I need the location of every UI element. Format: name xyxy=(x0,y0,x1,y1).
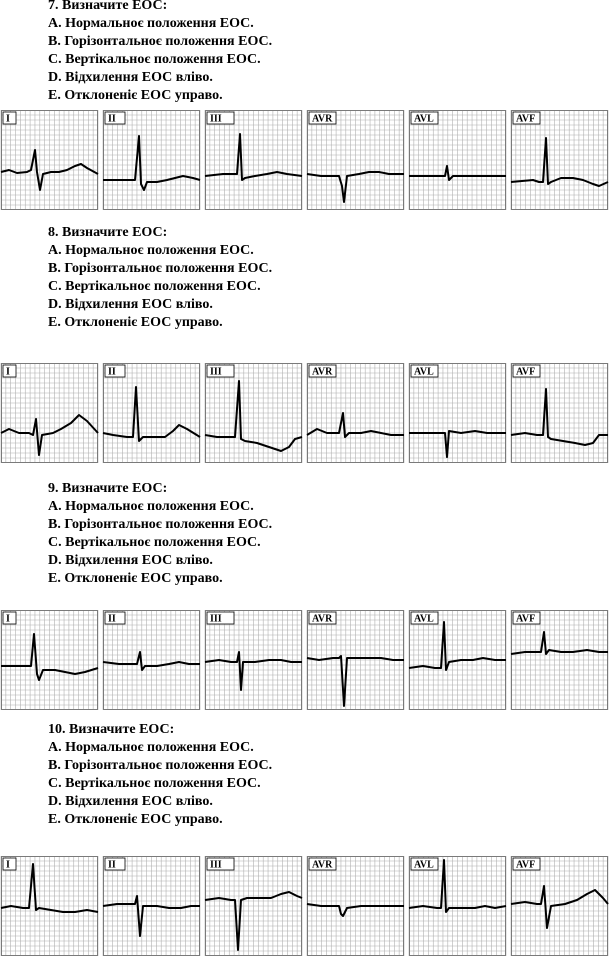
option-c: C. Вертікальноє положення ЕОС. xyxy=(48,535,261,550)
ecg-strip-svg xyxy=(0,610,611,710)
question-title: 9. Визначите ЕОС: xyxy=(48,481,168,496)
lead-label: AVR xyxy=(312,613,333,625)
option-e: E. Отклоненіє ЕОС управо. xyxy=(48,315,223,330)
lead-label: III xyxy=(210,859,222,871)
option-d: D. Відхилення ЕОС вліво. xyxy=(48,553,213,568)
lead-label: AVL xyxy=(414,859,434,871)
option-e: E. Отклоненіє ЕОС управо. xyxy=(48,88,223,103)
ecg-panel-avf xyxy=(511,856,608,956)
option-a: A. Нормальноє положення ЕОС. xyxy=(48,740,254,755)
option-b: B. Горізонтальноє положення ЕОС. xyxy=(48,517,273,532)
lead-label: AVF xyxy=(516,366,536,378)
ecg-panel-avr xyxy=(307,856,404,956)
ecg-panel-iii xyxy=(205,110,302,210)
option-d: D. Відхилення ЕОС вліво. xyxy=(48,794,213,809)
ecg-panel-avr xyxy=(307,110,404,210)
question-8 xyxy=(48,224,588,332)
lead-label: II xyxy=(108,113,116,125)
option-d: D. Відхилення ЕОС вліво. xyxy=(48,70,213,85)
option-d: D. Відхилення ЕОС вліво. xyxy=(48,297,213,312)
ecg-panel-i xyxy=(1,856,98,956)
option-c: C. Вертікальноє положення ЕОС. xyxy=(48,52,261,67)
lead-label: III xyxy=(210,113,222,125)
question-title: 8. Визначите ЕОС: xyxy=(48,225,168,240)
option-b: B. Горізонтальноє положення ЕОС. xyxy=(48,34,273,49)
ecg-strip-svg xyxy=(0,856,611,956)
ecg-panel-avl xyxy=(409,363,506,463)
ecg-strip-svg xyxy=(0,363,611,463)
question-title: 10. Визначите ЕОС: xyxy=(48,722,175,737)
option-b: B. Горізонтальноє положення ЕОС. xyxy=(48,758,273,773)
ecg-panel-avr xyxy=(307,363,404,463)
lead-label: AVR xyxy=(312,859,333,871)
lead-label: AVL xyxy=(414,366,434,378)
lead-label: I xyxy=(6,613,10,625)
option-c: C. Вертікальноє положення ЕОС. xyxy=(48,776,261,791)
lead-label: I xyxy=(6,113,10,125)
lead-label: II xyxy=(108,859,116,871)
ecg-strip-8 xyxy=(0,363,611,463)
ecg-panel-i xyxy=(1,110,98,210)
lead-label: AVF xyxy=(516,113,536,125)
lead-label: I xyxy=(6,859,10,871)
ecg-panel-avr xyxy=(307,610,404,710)
lead-label: AVR xyxy=(312,113,333,125)
question-title: 7. Визначите ЕОС: xyxy=(48,0,168,13)
ecg-strip-svg xyxy=(0,110,611,210)
option-c: C. Вертікальноє положення ЕОС. xyxy=(48,279,261,294)
lead-label: II xyxy=(108,613,116,625)
ecg-panel-ii xyxy=(103,110,200,210)
ecg-panel-iii xyxy=(205,610,302,710)
option-b: B. Горізонтальноє положення ЕОС. xyxy=(48,261,273,276)
ecg-panel-avf xyxy=(511,363,608,463)
question-10 xyxy=(48,721,588,829)
question-9 xyxy=(48,480,588,588)
lead-label: AVF xyxy=(516,859,536,871)
ecg-strip-7 xyxy=(0,110,611,210)
lead-label: AVL xyxy=(414,613,434,625)
ecg-panel-iii xyxy=(205,856,302,956)
ecg-panel-ii xyxy=(103,610,200,710)
ecg-panel-avf xyxy=(511,110,608,210)
ecg-panel-iii xyxy=(205,363,302,463)
ecg-panel-avl xyxy=(409,610,506,710)
option-a: A. Нормальноє положення ЕОС. xyxy=(48,499,254,514)
option-a: A. Нормальноє положення ЕОС. xyxy=(48,243,254,258)
ecg-panel-avl xyxy=(409,856,506,956)
option-e: E. Отклоненіє ЕОС управо. xyxy=(48,571,223,586)
ecg-panel-avf xyxy=(511,610,608,710)
lead-label: AVL xyxy=(414,113,434,125)
ecg-panel-ii xyxy=(103,363,200,463)
ecg-strip-10 xyxy=(0,856,611,956)
option-a: A. Нормальноє положення ЕОС. xyxy=(48,16,254,31)
ecg-strip-9 xyxy=(0,610,611,710)
option-e: E. Отклоненіє ЕОС управо. xyxy=(48,812,223,827)
lead-label: AVR xyxy=(312,366,333,378)
lead-label: AVF xyxy=(516,613,536,625)
lead-label: III xyxy=(210,613,222,625)
ecg-panel-avl xyxy=(409,110,506,210)
lead-label: I xyxy=(6,366,10,378)
ecg-panel-i xyxy=(1,363,98,463)
lead-label: II xyxy=(108,366,116,378)
ecg-panel-i xyxy=(1,610,98,710)
lead-label: III xyxy=(210,366,222,378)
question-7 xyxy=(48,0,588,105)
ecg-panel-ii xyxy=(103,856,200,956)
